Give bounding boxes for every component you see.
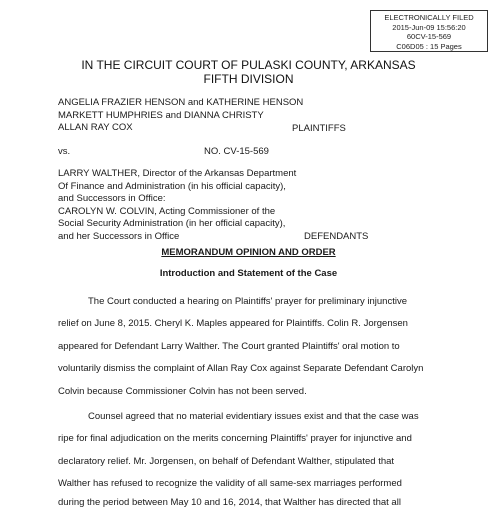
body-line-6: Counsel agreed that no material evidentiary issues exist and that the case was (88, 411, 419, 422)
body-line-1: The Court conducted a hearing on Plaintiffs' prayer for preliminary injunctive (88, 296, 407, 307)
stamp-line-2: 2015-Jun-09 15:56:20 (392, 22, 466, 32)
plaintiff-line-1: ANGELIA FRAZIER HENSON and KATHERINE HENSON (58, 97, 304, 108)
body-line-9: Walther has refused to recognize the validity of all same-sex marriages performed (58, 478, 402, 489)
defendant-line-2: Of Finance and Administration (in his official capacity), (58, 180, 286, 192)
stamp-line-3: 60CV-15-569 (406, 32, 452, 41)
stamp-line-1: ELECTRONICALLY FILED (384, 13, 474, 22)
defendant-line-4: CAROLYN W. COLVIN, Acting Commissioner of the (58, 205, 276, 217)
plaintiffs-label: PLAINTIFFS (292, 123, 346, 134)
defendant-line-6: and her Successors in Office (58, 230, 180, 242)
defendants-label: DEFENDANTS (304, 231, 369, 242)
court-division: FIFTH DIVISION (203, 72, 294, 86)
body-line-3: appeared for Defendant Larry Walther. The Court granted Plaintiffs' oral motion to (58, 341, 400, 352)
court-name: IN THE CIRCUIT COURT OF PULASKI COUNTY, ARKANSAS (81, 58, 416, 72)
defendants-block (58, 168, 296, 243)
body-line-8: declaratory relief. Mr. Jorgensen, on behalf of Defendant Walther, stipulated that (58, 456, 395, 467)
plaintiffs-block (58, 97, 303, 135)
section-heading: Introduction and Statement of the Case (159, 268, 338, 279)
versus: vs. (58, 146, 71, 157)
document-title: MEMORANDUM OPINION AND ORDER (161, 247, 336, 258)
body-line-7: ripe for final adjudication on the merits concerning Plaintiffs' prayer for injunctive and (58, 433, 412, 444)
defendant-line-3: and Successors in Office: (58, 193, 166, 204)
body-line-4: voluntarily dismiss the complaint of Allan Ray Cox against Separate Defendant Carolyn (58, 363, 424, 374)
body-line-5: Colvin because Commissioner Colvin has not been served. (58, 386, 307, 397)
defendant-line-1: LARRY WALTHER, Director of the Arkansas Department (58, 168, 297, 179)
plaintiff-line-2: MARKETT HUMPHRIES and DIANNA CHRISTY (58, 109, 264, 121)
body-line-2: relief on June 8, 2015. Cheryl K. Maples appeared for Plaintiffs. Colin R. Jorgensen (58, 318, 408, 329)
filing-stamp (370, 10, 488, 52)
plaintiff-line-3: ALLAN RAY COX (58, 122, 133, 133)
body-line-10: during the period between May 10 and 16, 2014, that Walther has directed that all (58, 497, 401, 508)
case-number: NO. CV-15-569 (204, 146, 269, 157)
defendant-line-5: Social Security Administration (in her official capacity), (58, 218, 286, 229)
stamp-line-4: C06D05 : 15 Pages (396, 41, 462, 51)
